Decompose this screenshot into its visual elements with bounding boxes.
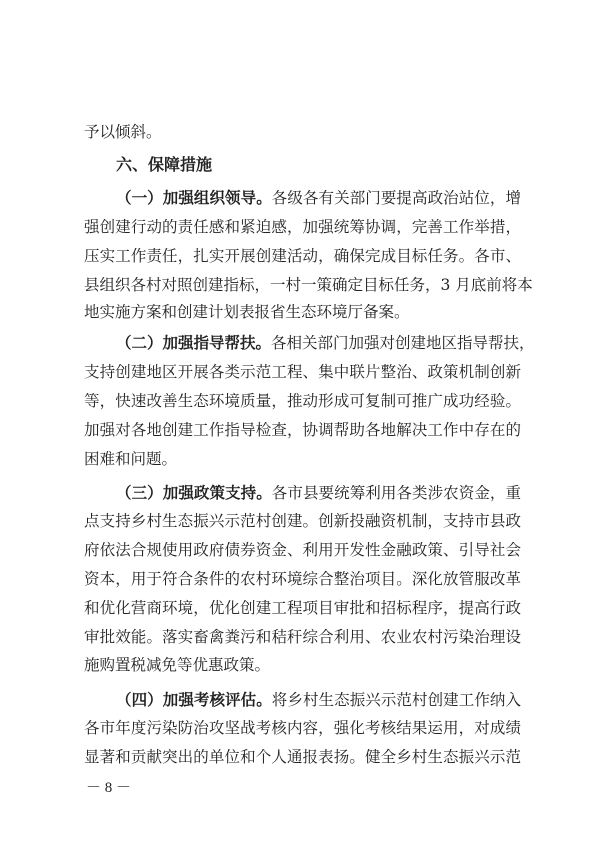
paragraph-line: 加强对各地创建工作指导检查，协调帮助各地解决工作中存在的 xyxy=(84,421,521,439)
paragraph-line: 压实工作责任，扎实开展创建活动，确保完成目标任务。各市、 xyxy=(84,247,521,265)
paragraph-line: 施购置税减免等优惠政策。 xyxy=(84,656,271,674)
continuation-text: 予以倾斜。 xyxy=(84,123,162,141)
paragraph-line: 地实施方案和创建计划表报省生态环境厅备案。 xyxy=(84,303,410,321)
paragraph-text: 各级各有关部门要提高政治站位，增 xyxy=(271,189,521,207)
paragraph-line: 支持创建地区开展各类示范工程、集中联片整治、政策机制创新 xyxy=(84,363,521,381)
paragraph-line: 各市年度污染防治攻坚战考核内容，强化考核结果运用，对成绩 xyxy=(84,719,521,737)
paragraph-label: （三）加强政策支持。 xyxy=(116,484,272,502)
paragraph-line: 和优化营商环境，优化创建工程项目审批和招标程序，提高行政 xyxy=(84,599,521,617)
paragraph-label: （二）加强指导帮扶。 xyxy=(116,334,272,352)
paragraph-label: （一）加强组织领导。 xyxy=(116,189,272,207)
paragraph-line: 点支持乡村生态振兴示范村创建。创新投融资机制，支持市县政 xyxy=(84,512,521,530)
paragraph-line: 县组织各村对照创建指标，一村一策确定目标任务，3 月底前将本 xyxy=(84,276,533,294)
paragraph-label: （四）加强考核评估。 xyxy=(116,691,272,709)
paragraph-first-line xyxy=(116,188,521,208)
paragraph-text: 将乡村生态振兴示范村创建工作纳入 xyxy=(271,691,521,709)
paragraph-text: 各市县要统筹利用各类涉农资金，重 xyxy=(271,484,521,502)
paragraph-text: 各相关部门加强对创建地区指导帮扶， xyxy=(271,334,535,352)
paragraph-line: 府依法合规使用政府债券资金、利用开发性金融政策、引导社会 xyxy=(84,541,521,559)
paragraph-line: 显著和贡献突出的单位和个人通报表扬。健全乡村生态振兴示范 xyxy=(84,748,521,766)
paragraph-first-line xyxy=(116,483,521,503)
paragraph-line: 资本，用于符合条件的农村环境综合整治项目。深化放管服改革 xyxy=(84,570,521,588)
page-number: － 8 － xyxy=(86,780,132,796)
section-heading: 六、保障措施 xyxy=(116,155,213,174)
paragraph-first-line xyxy=(116,333,535,353)
paragraph-line: 强创建行动的责任感和紧迫感，加强统筹协调，完善工作举措， xyxy=(84,218,521,236)
paragraph-line: 等，快速改善生态环境质量，推动形成可复制可推广成功经验。 xyxy=(84,392,521,410)
paragraph-line: 困难和问题。 xyxy=(84,450,178,468)
paragraph-line: 审批效能。落实畜禽粪污和秸秆综合利用、农业农村污染治理设 xyxy=(84,628,521,646)
paragraph-first-line xyxy=(116,690,521,710)
